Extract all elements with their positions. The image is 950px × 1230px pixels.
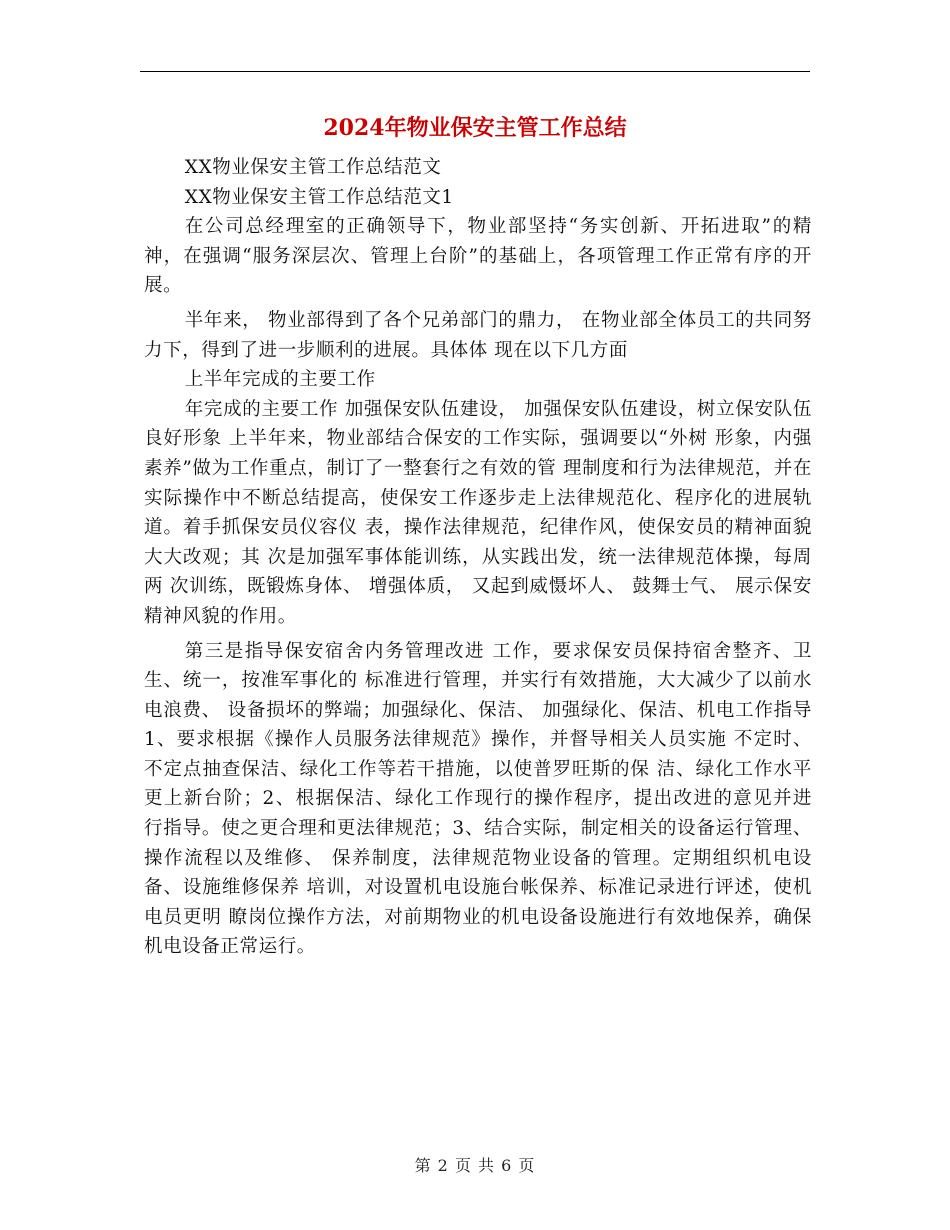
paragraph-dormitory-management: 第三是指导保安宿舍内务管理改进 工作，要求保安员保持宿舍整齐、卫生、统一，按准军事化的 标准进行管理，并实行有效措施，大大减少了以前水电浪费、 设备损坏的弊端；加强绿化、保洁、 加强绿化、保洁、机电工作指导 1、要求根据《操作人员服务法律规范》操作，并督导相关人员实施 不定时、不定点抽查保洁、绿化工作等若干措施，以使普罗旺斯的保 洁、绿化工作水平更上新台阶；2、根据保洁、绿化工作现行的操作程序，提出改进的意见并进 行指导。使之更合理和更法律规范；3、结合实际，制定相关的设备运行管理、操作流程以及维修、 保养制度，法律规范物业设备的管理。定期组织机电设备、设施维修保养 培训，对设置机电设施台帐保养、标准记录进行评述，使机电员更明 瞭岗位操作方法，对前期物业的机电设备设施进行有效地保养，确保 机电设备正常运行。	[144, 640, 812, 958]
page-number: 第 2 页 共 6 页	[414, 1156, 536, 1175]
paragraph-main-work-heading: 上半年完成的主要工作	[184, 369, 376, 391]
header-rule	[140, 71, 810, 72]
paragraph-security-team: 年完成的主要工作 加强保安队伍建设， 加强保安队伍建设，树立保安队伍良好形象 上半年来，物业部结合保安的工作实际，强调要以“外树 形象，内强素养”做为工作重点，制订了一整套行之有效的管 理制度和行为法律规范，并在实际操作中不断总结提高，使保安工作逐步走上法律规范化、程序化的进展轨道。着手抓保安员仪容仪 表，操作法律规范，纪律作风，使保安员的精神面貌大大改观；其 次是加强军事体能训练，从实践出发，统一法律规范体操，每周两 次训练，既锻炼身体、 增强体质， 又起到威慑坏人、 鼓舞士气、 展示保安精神风貌的作用。	[144, 398, 812, 627]
paragraph-section-heading: XX物业保安主管工作总结范文1	[184, 186, 454, 208]
paragraph-subtitle: XX物业保安主管工作总结范文	[184, 157, 442, 178]
document-title: 2024年物业保安主管工作总结	[323, 115, 627, 141]
paragraph-half-year: 半年来， 物业部得到了各个兄弟部门的鼎力， 在物业部全体员工的共同努力下，得到了进一步顺利的进展。具体体 现在以下几方面	[144, 309, 812, 361]
document-body	[144, 153, 812, 962]
paragraph-intro: 在公司总经理室的正确领导下，物业部坚持“务实创新、开拓进取”的精神，在强调“服务深层次、管理上台阶”的基础上，各项管理工作正常有序的开展。	[144, 216, 812, 297]
